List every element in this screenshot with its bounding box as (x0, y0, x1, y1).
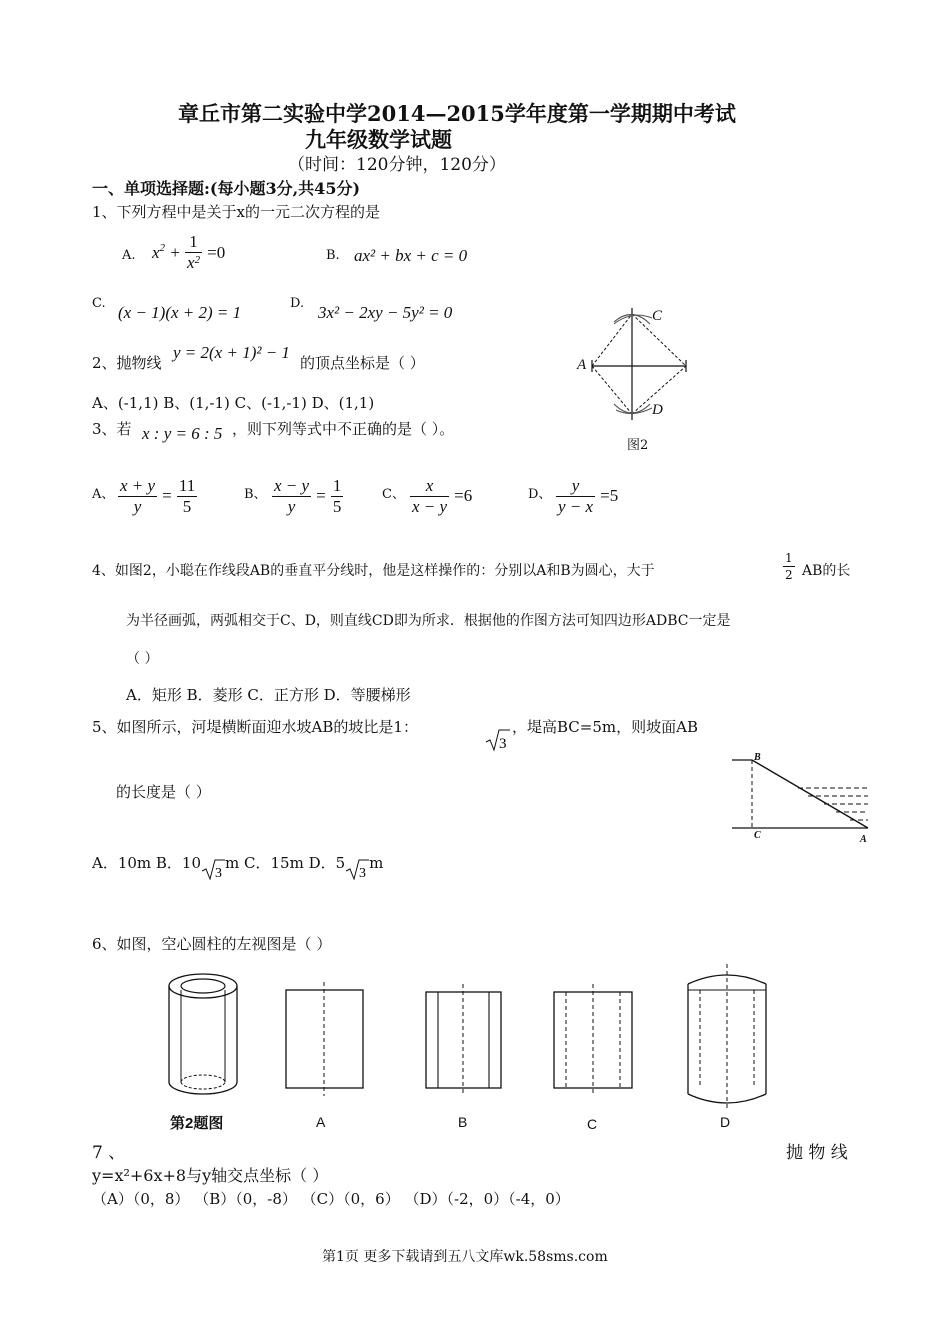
q5-options-part2: m C．15m D．5 (225, 854, 346, 872)
q2-prefix: 2、抛物线 (92, 354, 162, 372)
q6-figures (160, 960, 800, 1110)
q7-number: 7 、 (92, 1143, 126, 1163)
q5-option-b-sqrt3 (201, 858, 225, 880)
q3-suffix: ，则下列等式中不正确的是（ ）。 (232, 420, 455, 438)
q1-option-d-expr: 3x² − 2xy − 5y² = 0 (318, 303, 453, 322)
q4-line1-end: AB的长 (802, 563, 851, 579)
q6-label-d: D (720, 1114, 731, 1130)
svg-text:3: 3 (215, 866, 223, 880)
q1-option-b-expr: ax² + bx + c = 0 (354, 246, 468, 265)
q5-line1: 5、如图所示，河堤横断面迎水坡AB的坡比是1： (92, 718, 418, 736)
q5-label-b: B (754, 752, 761, 763)
option-b-view (426, 984, 501, 1096)
hollow-cylinder-figure (169, 974, 237, 1094)
q4-line1: 4、如图2，小聪在作线段AB的垂直平分线时，他是这样操作的：分别以A和B为圆心，大于 (92, 563, 655, 579)
section-heading: 一、单项选择题:(每小题3分,共45分) (92, 179, 361, 198)
q4-line3: （ ） (126, 651, 159, 667)
q1-option-d-label: D. (290, 296, 305, 311)
q5-line1-end: ，堤高BC=5m，则坡面AB (512, 718, 698, 736)
q6-stem: 6、如图，空心圆柱的左视图是（ ） (92, 935, 332, 953)
svg-text:3: 3 (359, 866, 367, 880)
q5-option-d-sqrt3 (345, 858, 369, 880)
q6-figure-caption: 第2题图 (170, 1115, 224, 1132)
q3-prefix: 3、若 (92, 420, 132, 438)
q5-options-part3: m (369, 854, 384, 872)
q7-line2: y=x²+6x+8与y轴交点坐标（ ） (92, 1166, 329, 1185)
q3-option-a-label: A、 (92, 487, 115, 502)
fig2-label-c: C (652, 308, 663, 324)
q4-options: A．矩形 B．菱形 C．正方形 D．等腰梯形 (126, 686, 411, 704)
exam-title: 章丘市第二实验中学2014—2015学年度第一学期期中考试 (178, 101, 736, 126)
fig2-caption: 图2 (627, 438, 649, 453)
q3-option-b-expr: $\frac{x - y}{y}$ = $\frac{1}{5}$ (274, 476, 342, 516)
q5-label-c: C (754, 830, 761, 841)
q3-expr: x : y = 6 : 5 (142, 424, 223, 443)
q4-line2: 为半径画弧，两弧相交于C、D，则直线CD即为所求．根据他的作图方法可知四边形ADBC一定是 (126, 613, 731, 629)
page-footer: 第1页 更多下载请到五八文库wk.58sms.com (322, 1249, 608, 1265)
q7-right-text: 抛 物 线 (786, 1143, 848, 1163)
q6-label-b: B (458, 1114, 468, 1130)
q3-option-a-expr: $\frac{x + y}{y}$ = $\frac{11}{5}$ (120, 476, 196, 516)
q3-option-d-expr: $\frac{y}{y - x}$ =5 (558, 476, 619, 516)
fig2-label-d: D (652, 402, 663, 418)
q1-option-a-label: A. (122, 248, 136, 263)
exam-subtitle: 九年级数学试题 (305, 127, 452, 152)
q3-option-c-expr: $\frac{x}{x - y}$ =6 (412, 476, 473, 516)
svg-text:3: 3 (499, 736, 507, 752)
q5-options (92, 852, 383, 880)
option-a-view (286, 982, 363, 1096)
q4-half-fraction: $\frac{1}{2}$ (785, 551, 793, 582)
q3-option-d-label: D、 (528, 487, 552, 502)
q7-options: （A）（0，8） （B）（0，-8） （C）（0，6） （D）（-2，0）（-4，0） (92, 1190, 570, 1208)
q1-option-c-expr: (x − 1)(x + 2) = 1 (118, 303, 242, 322)
q2-options: A、(-1,1) B、(1,-1) C、(-1,-1) D、(1,1) (92, 394, 375, 412)
q3-option-b-label: B、 (244, 487, 267, 502)
q1-option-b-label: B. (326, 248, 340, 263)
q6-label-c: C (587, 1116, 598, 1132)
option-c-view (554, 984, 632, 1096)
q5-line2: 的长度是（ ） (116, 783, 211, 801)
q5-sqrt3-radical (484, 728, 510, 752)
option-d-view (688, 964, 766, 1108)
q2-suffix: 的顶点坐标是（ ） (300, 354, 425, 372)
q2-expr: y = 2(x + 1)² − 1 (173, 343, 290, 362)
q1-option-c-label: C. (92, 296, 106, 311)
embankment-figure (728, 752, 874, 844)
q6-label-a: A (316, 1114, 326, 1130)
q5-label-a: A (860, 834, 867, 845)
q1-option-a-expr: $x^2$ + $\frac{1}{x^2}$ =0 (152, 232, 226, 272)
time-info: （时间：120分钟，120分） (288, 155, 506, 175)
q3-option-c-label: C、 (382, 487, 405, 502)
q1-stem: 1、下列方程中是关于x的一元二次方程的是 (92, 203, 381, 221)
fig2-label-a: A (577, 357, 587, 373)
q5-options-part1: A．10m B．10 (92, 854, 202, 872)
